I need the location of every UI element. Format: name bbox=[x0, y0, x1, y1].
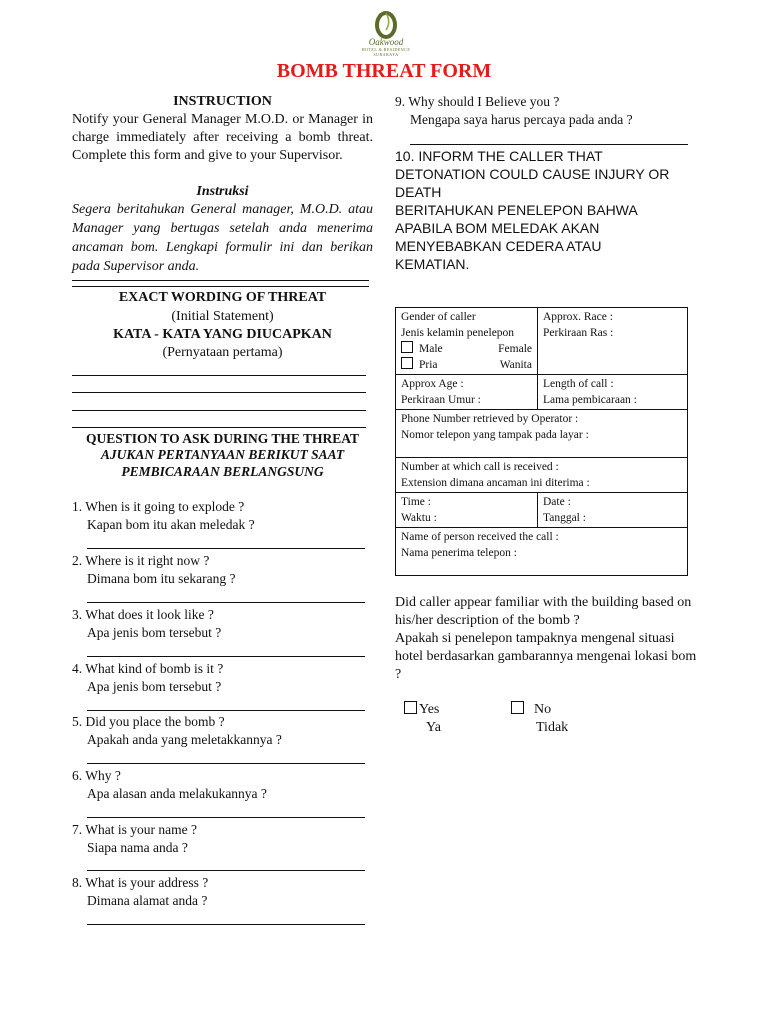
question-2 bbox=[72, 552, 373, 588]
phone-label-en: Phone Number retrieved by Operator : bbox=[401, 413, 579, 425]
receiver-cell[interactable] bbox=[396, 528, 688, 576]
instruksi-body: Segera beritahukan General manager, M.O.D. atau Manager yang bertugas setelah anda menerima ancaman bom. Lengkapi formulir ini dan berikan pada Supervisor anda. bbox=[72, 202, 373, 274]
question-9 bbox=[395, 93, 695, 129]
wording-line-1[interactable] bbox=[72, 375, 366, 376]
kata-heading: KATA - KATA YANG DIUCAPKAN bbox=[113, 327, 332, 342]
question-en: 3. What does it look like ? bbox=[72, 607, 214, 622]
male-label: Male bbox=[419, 343, 443, 355]
answer-line-5[interactable] bbox=[87, 763, 365, 764]
question-en: 6. Why ? bbox=[72, 768, 121, 783]
wording-line-4[interactable] bbox=[72, 427, 366, 428]
q10-line-6: MENYEBABKAN CEDERA ATAU bbox=[395, 238, 602, 254]
time-label-en: Time : bbox=[401, 496, 431, 508]
yes-checkbox[interactable] bbox=[404, 701, 417, 714]
familiar-question-id: Apakah si penelepon tampaknya mengenal situasi hotel berdasarkan gambarannya mengenai lokasi bom ? bbox=[395, 631, 697, 682]
kata-sub: (Pernyataan pertama) bbox=[162, 345, 283, 360]
question-1 bbox=[72, 498, 373, 534]
no-label: No bbox=[534, 702, 552, 717]
age-label-en: Approx Age : bbox=[401, 378, 464, 390]
race-cell[interactable] bbox=[538, 308, 688, 375]
tidak-label: Tidak bbox=[536, 720, 569, 735]
form-title: BOMB THREAT FORM bbox=[276, 60, 492, 82]
phone-cell[interactable] bbox=[396, 410, 688, 458]
number-label-en: Number at which call is received : bbox=[401, 461, 559, 473]
logo-tagline: HOTEL & RESIDENCE bbox=[361, 47, 411, 52]
question-8 bbox=[72, 874, 373, 910]
no-option[interactable] bbox=[511, 701, 568, 737]
question-6 bbox=[72, 767, 373, 803]
q10-line-5: APABILA BOM MELEDAK AKAN bbox=[395, 220, 600, 236]
question-7 bbox=[72, 821, 373, 857]
phone-label-id: Nomor telepon yang tampak pada layar : bbox=[401, 429, 589, 441]
yes-option[interactable] bbox=[404, 701, 441, 737]
length-cell[interactable] bbox=[538, 375, 688, 410]
exact-wording-sub: (Initial Statement) bbox=[171, 309, 274, 324]
question-id: Apa alasan anda melakukannya ? bbox=[87, 786, 267, 801]
q10-line-7: KEMATIAN. bbox=[395, 256, 470, 272]
instruction-body: Notify your General Manager M.O.D. or Manager in charge immediately after receiving a bomb threat. Complete this form and give to your Supervisor. bbox=[72, 112, 373, 163]
answer-line-6[interactable] bbox=[87, 817, 365, 818]
question-id: Apakah anda yang meletakkannya ? bbox=[87, 732, 282, 747]
q10-line-3: DEATH bbox=[395, 184, 442, 200]
race-label-en: Approx. Race : bbox=[543, 311, 613, 323]
caller-info-table bbox=[395, 307, 688, 576]
answer-line-8[interactable] bbox=[87, 924, 365, 925]
date-cell[interactable] bbox=[538, 493, 688, 528]
gender-label-id: Jenis kelamin penelepon bbox=[401, 327, 515, 339]
questions-heading-id-1: AJUKAN PERTANYAAN BERIKUT SAAT bbox=[100, 447, 345, 462]
question-id: Dimana bom itu sekarang ? bbox=[87, 571, 236, 586]
question-4 bbox=[72, 660, 373, 696]
gender-cell bbox=[396, 308, 538, 375]
age-cell[interactable] bbox=[396, 375, 538, 410]
male-checkbox[interactable] bbox=[401, 341, 413, 353]
q10-line-4: BERITAHUKAN PENELEPON BAHWA bbox=[395, 202, 638, 218]
gender-label-en: Gender of caller bbox=[401, 311, 476, 323]
yes-label: Yes bbox=[419, 702, 440, 717]
question-3 bbox=[72, 606, 373, 642]
number-cell[interactable] bbox=[396, 458, 688, 493]
female-label: Female bbox=[498, 343, 532, 355]
question-5 bbox=[72, 713, 373, 749]
logo-city: SURABAYA bbox=[373, 52, 399, 57]
question-id: Siapa nama anda ? bbox=[87, 840, 188, 855]
instruction-heading: INSTRUCTION bbox=[173, 94, 272, 109]
answer-line-7[interactable] bbox=[87, 870, 365, 871]
question-id: Apa jenis bom tersebut ? bbox=[87, 625, 222, 640]
answer-line-3[interactable] bbox=[87, 656, 365, 657]
answer-line-9[interactable] bbox=[410, 144, 688, 145]
wording-line-2[interactable] bbox=[72, 392, 366, 393]
question-en: 9. Why should I Believe you ? bbox=[395, 94, 560, 109]
age-label-id: Perkiraan Umur : bbox=[401, 394, 481, 406]
time-cell[interactable] bbox=[396, 493, 538, 528]
date-label-id: Tanggal : bbox=[543, 512, 586, 524]
exact-wording-heading: EXACT WORDING OF THREAT bbox=[118, 290, 327, 305]
question-en: 7. What is your name ? bbox=[72, 822, 197, 837]
answer-line-4[interactable] bbox=[87, 710, 365, 711]
question-10 bbox=[395, 147, 695, 273]
question-id: Mengapa saya harus percaya pada anda ? bbox=[410, 112, 633, 127]
familiar-question bbox=[395, 594, 697, 684]
question-id: Kapan bom itu akan meledak ? bbox=[87, 517, 255, 532]
receiver-label-en: Name of person received the call : bbox=[401, 531, 559, 543]
logo-name: Oakwood bbox=[368, 37, 404, 47]
question-id: Dimana alamat anda ? bbox=[87, 893, 208, 908]
no-checkbox[interactable] bbox=[511, 701, 524, 714]
answer-line-2[interactable] bbox=[87, 602, 365, 603]
ya-label: Ya bbox=[426, 720, 441, 735]
wanita-label: Wanita bbox=[499, 359, 532, 371]
questions-heading-id-2: PEMBICARAAN BERLANGSUNG bbox=[121, 464, 324, 479]
question-id: Apa jenis bom tersebut ? bbox=[87, 679, 222, 694]
q10-line-2: DETONATION COULD CAUSE INJURY OR bbox=[395, 166, 670, 182]
familiar-question-en: Did caller appear familiar with the building based on his/her description of the bomb ? bbox=[395, 595, 692, 628]
question-en: 2. Where is it right now ? bbox=[72, 553, 210, 568]
answer-line-1[interactable] bbox=[87, 548, 365, 549]
question-en: 1. When is it going to explode ? bbox=[72, 499, 245, 514]
time-label-id: Waktu : bbox=[401, 512, 437, 524]
question-en: 8. What is your address ? bbox=[72, 875, 209, 890]
receiver-label-id: Nama penerima telepon : bbox=[401, 547, 517, 559]
number-label-id: Extension dimana ancaman ini diterima : bbox=[401, 477, 590, 489]
questions-heading: QUESTION TO ASK DURING THE THREAT bbox=[86, 431, 359, 446]
oakwood-emblem-icon bbox=[371, 10, 401, 40]
question-en: 4. What kind of bomb is it ? bbox=[72, 661, 224, 676]
race-label-id: Perkiraan Ras : bbox=[543, 327, 614, 339]
question-en: 5. Did you place the bomb ? bbox=[72, 714, 225, 729]
length-label-id: Lama pembicaraan : bbox=[543, 394, 637, 406]
pria-checkbox[interactable] bbox=[401, 357, 413, 369]
hotel-logo bbox=[340, 10, 432, 57]
pria-label: Pria bbox=[419, 359, 438, 371]
wording-line-3[interactable] bbox=[72, 410, 366, 411]
instruksi-heading: Instruksi bbox=[196, 184, 249, 199]
double-divider bbox=[72, 280, 369, 287]
length-label-en: Length of call : bbox=[543, 378, 614, 390]
q10-line-1: 10. INFORM THE CALLER THAT bbox=[395, 148, 603, 164]
date-label-en: Date : bbox=[543, 496, 571, 508]
